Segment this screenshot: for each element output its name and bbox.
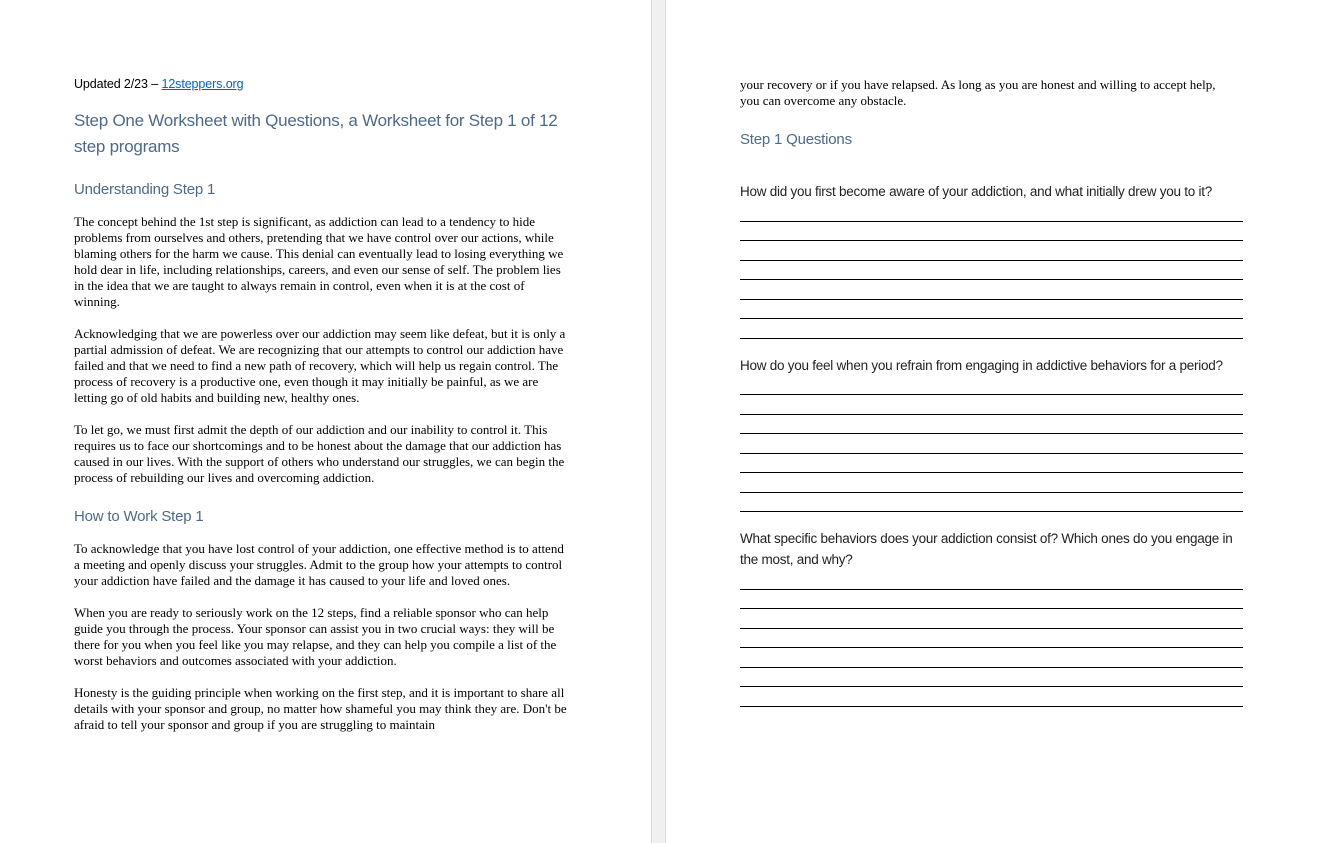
answer-line[interactable] bbox=[740, 629, 1243, 649]
answer-line[interactable] bbox=[740, 454, 1243, 474]
body-paragraph: To let go, we must first admit the depth of our addiction and our inability to control it. This requires us to face our shortcomings and to be honest about the damage that our addiction has caused in our lives. With the support of others who understand our struggles, we can begin the process of rebuilding our lives and overcoming addiction. bbox=[74, 422, 565, 485]
section-heading-step-1-questions: Step 1 Questions bbox=[740, 131, 852, 148]
continuation-paragraph: your recovery or if you have relapsed. As long as you are honest and willing to accept help, you can overcome any obstacle. bbox=[740, 77, 1216, 108]
answer-line[interactable] bbox=[740, 300, 1243, 320]
updated-line bbox=[74, 77, 575, 92]
answer-line[interactable] bbox=[740, 261, 1243, 281]
answer-line[interactable] bbox=[740, 493, 1243, 513]
answer-line[interactable] bbox=[740, 280, 1243, 300]
question-text: How did you first become aware of your addiction, and what initially drew you to it? bbox=[740, 184, 1213, 199]
answer-line[interactable] bbox=[740, 668, 1243, 688]
updated-label: Updated 2/23 – bbox=[74, 77, 162, 91]
answer-line[interactable] bbox=[740, 222, 1243, 242]
answer-line[interactable] bbox=[740, 376, 1243, 396]
answer-line[interactable] bbox=[740, 648, 1243, 668]
answer-line[interactable] bbox=[740, 319, 1243, 339]
12steppers-link[interactable]: 12steppers.org bbox=[161, 77, 244, 91]
question-block-1 bbox=[740, 181, 1241, 339]
page-gap-divider bbox=[651, 0, 666, 843]
answer-lines bbox=[740, 376, 1243, 513]
answer-line[interactable] bbox=[740, 687, 1243, 707]
body-paragraph: When you are ready to seriously work on the 12 steps, find a reliable sponsor who can help guide you through the process. Your sponsor can assist you in two crucial ways: they will be there for you when you feel like you may relapse, and they can help you compile a list of the worst behaviors and outcomes associated with your addiction. bbox=[74, 605, 557, 668]
question-block-3 bbox=[740, 528, 1241, 707]
answer-line[interactable] bbox=[740, 415, 1243, 435]
answer-line[interactable] bbox=[740, 473, 1243, 493]
page-2 bbox=[666, 0, 1317, 843]
answer-lines bbox=[740, 570, 1243, 707]
body-paragraph: Honesty is the guiding principle when working on the first step, and it is important to share all details with your sponsor and group, no matter how shameful you may think they are. Don't be afraid to tell your sponsor and group if you are struggling to maintain bbox=[74, 685, 567, 732]
document-title: Step One Worksheet with Questions, a Worksheet for Step 1 of 12 step programs bbox=[74, 111, 558, 156]
answer-line[interactable] bbox=[740, 395, 1243, 415]
page-1-sections bbox=[74, 181, 575, 733]
answer-lines bbox=[740, 202, 1243, 339]
question-text: What specific behaviors does your addiction consist of? Which ones do you engage in the most, and why? bbox=[740, 531, 1233, 567]
answer-line[interactable] bbox=[740, 609, 1243, 629]
answer-line[interactable] bbox=[740, 590, 1243, 610]
page-1 bbox=[0, 0, 651, 843]
answer-line[interactable] bbox=[740, 434, 1243, 454]
question-text: How do you feel when you refrain from engaging in addictive behaviors for a period? bbox=[740, 357, 1223, 373]
body-paragraph: Acknowledging that we are powerless over our addiction may seem like defeat, but it is only a partial admission of defeat. We are recognizing that our attempts to control our addiction have failed and that we need to find a new path of recovery, which will help us regain control. The process of recovery is a productive one, even though it may initially be painful, as we are letting go of old habits and building new, healthy ones. bbox=[74, 326, 566, 405]
section-heading: Understanding Step 1 bbox=[74, 181, 216, 198]
body-paragraph: The concept behind the 1st step is significant, as addiction can lead to a tendency to hide problems from ourselves and others, pretending that we have control over our actions, while blaming others for the harm we cause. This denial can eventually lead to losing everything we hold dear in life, including relationships, careers, and even our sense of self. The problem lies in the idea that we are taught to always remain in control, even when it is at the cost of winning. bbox=[74, 214, 564, 309]
body-paragraph: To acknowledge that you have lost control of your addiction, one effective method is to attend a meeting and openly discuss your struggles. Admit to the group how your attempts to control your addiction have failed and the damage it has caused to your life and loved ones. bbox=[74, 541, 564, 588]
section-heading: How to Work Step 1 bbox=[74, 508, 204, 525]
answer-line[interactable] bbox=[740, 570, 1243, 590]
answer-line[interactable] bbox=[740, 241, 1243, 261]
question-block-2 bbox=[740, 355, 1241, 513]
answer-line[interactable] bbox=[740, 202, 1243, 222]
page-2-questions bbox=[740, 181, 1241, 707]
